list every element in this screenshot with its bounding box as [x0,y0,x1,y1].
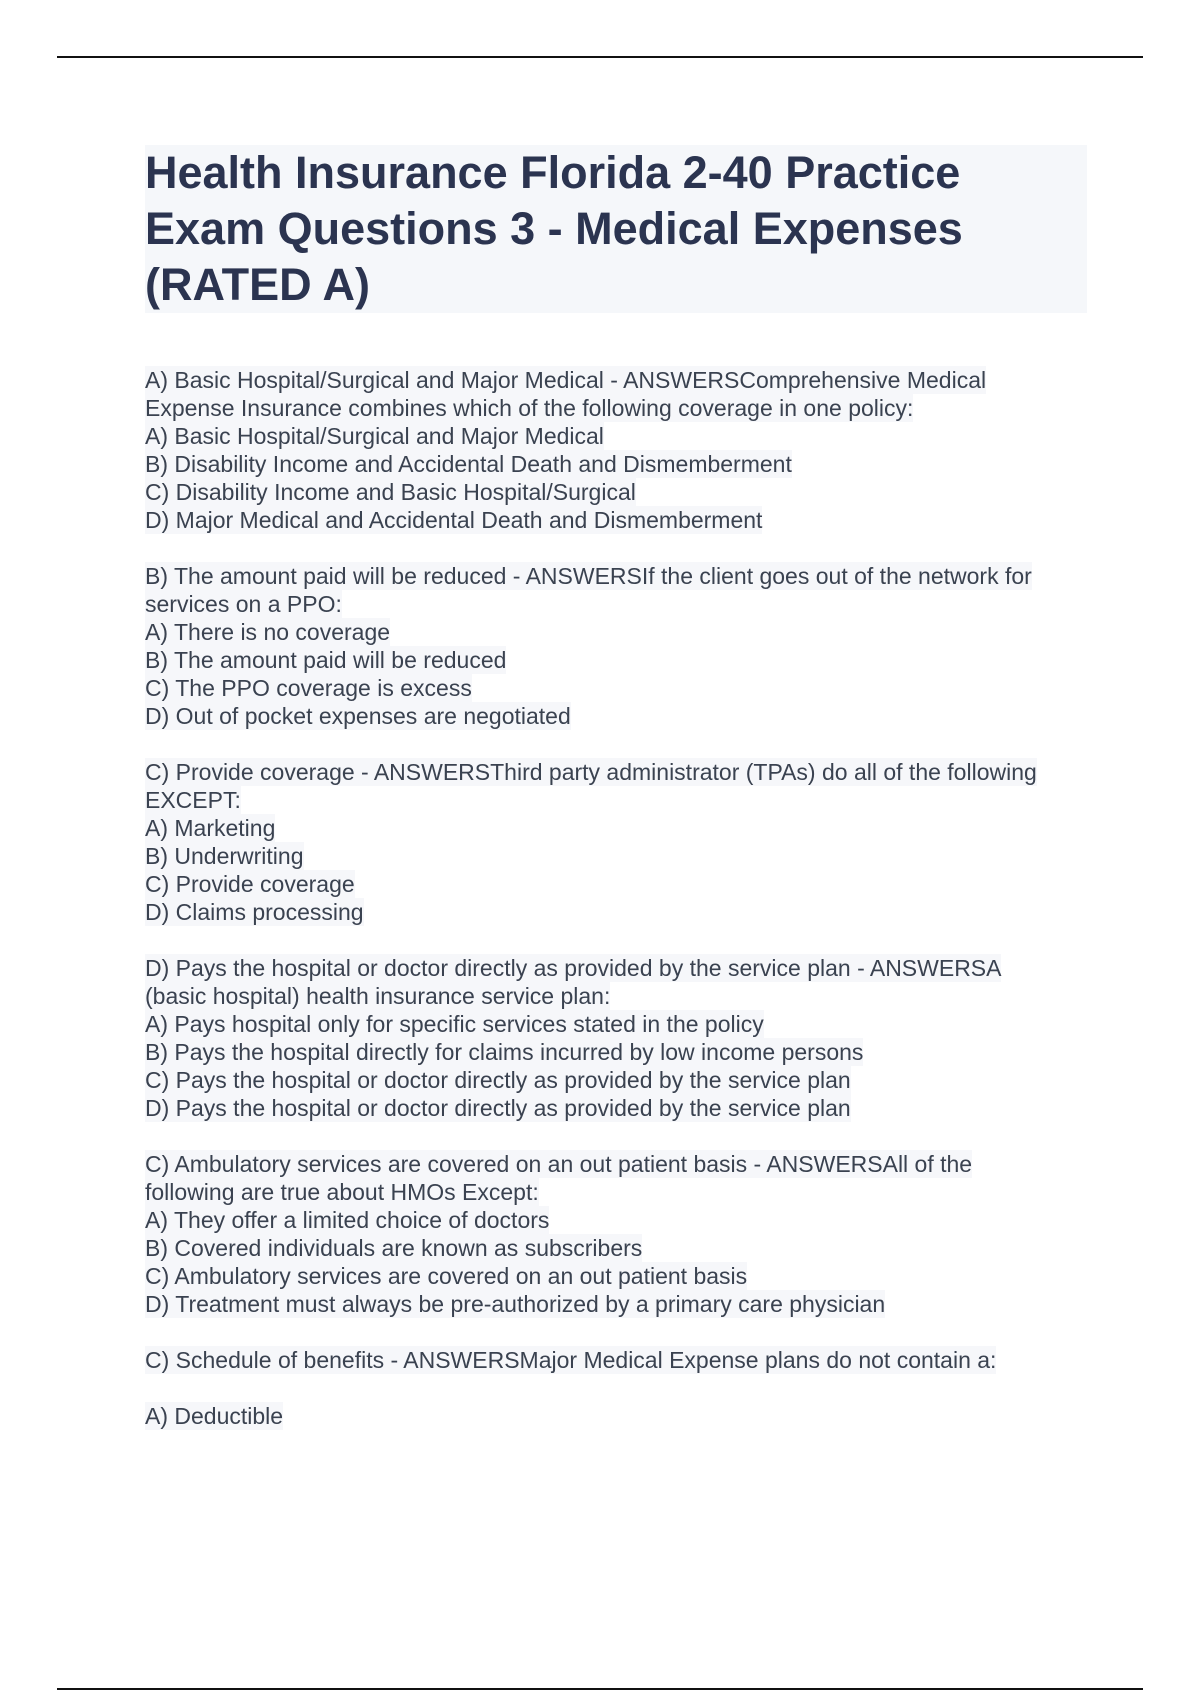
question-2-option-c: C) The PPO coverage is excess [145,675,472,701]
question-4-option-a: A) Pays hospital only for specific services stated in the policy [145,1011,764,1037]
question-3-option-b: B) Underwriting [145,843,304,869]
questions-content [145,366,1105,1458]
question-block-6 [145,1346,1105,1374]
question-3-option-a: A) Marketing [145,815,276,841]
question-2-prompt-line-2: services on a PPO: [145,591,342,617]
top-rule [57,56,1143,58]
question-2-prompt-line-1: B) The amount paid will be reduced - ANSWERSIf the client goes out of the network for [145,563,1032,589]
question-3-prompt-line-1: C) Provide coverage - ANSWERSThird party administrator (TPAs) do all of the following [145,759,1037,785]
question-block-3 [145,758,1105,926]
question-block-5 [145,1150,1105,1318]
question-2-option-d: D) Out of pocket expenses are negotiated [145,703,571,729]
question-1-option-b: B) Disability Income and Accidental Death and Dismemberment [145,451,792,477]
question-1-option-a: A) Basic Hospital/Surgical and Major Medical [145,423,604,449]
question-5-option-a: A) They offer a limited choice of doctors [145,1207,550,1233]
question-block-1 [145,366,1105,534]
title-box [145,145,1087,313]
question-5-prompt-line-1: C) Ambulatory services are covered on an out patient basis - ANSWERSAll of the [145,1151,973,1177]
question-4-prompt-line-1: D) Pays the hospital or doctor directly as provided by the service plan - ANSWERSA [145,955,1002,981]
question-block-2 [145,562,1105,730]
question-7-prompt-line-1: A) Deductible [145,1403,284,1429]
question-5-option-c: C) Ambulatory services are covered on an out patient basis [145,1263,748,1289]
question-5-option-d: D) Treatment must always be pre-authorized by a primary care physician [145,1291,886,1317]
page-title: Health Insurance Florida 2-40 Practice Exam Questions 3 - Medical Expenses (RATED A) [145,147,963,310]
question-3-prompt-line-2: EXCEPT: [145,787,241,813]
question-6-prompt-line-1: C) Schedule of benefits - ANSWERSMajor Medical Expense plans do not contain a: [145,1347,997,1373]
question-1-option-d: D) Major Medical and Accidental Death and Dismemberment [145,507,763,533]
question-1-prompt-line-2: Expense Insurance combines which of the following coverage in one policy: [145,395,914,421]
question-4-option-d: D) Pays the hospital or doctor directly as provided by the service plan [145,1095,851,1121]
question-5-option-b: B) Covered individuals are known as subscribers [145,1235,643,1261]
question-2-option-b: B) The amount paid will be reduced [145,647,507,673]
question-1-option-c: C) Disability Income and Basic Hospital/Surgical [145,479,636,505]
question-1-prompt-line-1: A) Basic Hospital/Surgical and Major Medical - ANSWERSComprehensive Medical [145,367,987,393]
question-4-option-b: B) Pays the hospital directly for claims incurred by low income persons [145,1039,864,1065]
question-2-option-a: A) There is no coverage [145,619,391,645]
question-block-4 [145,954,1105,1122]
question-3-option-c: C) Provide coverage [145,871,355,897]
question-block-7 [145,1402,1105,1430]
question-4-option-c: C) Pays the hospital or doctor directly as provided by the service plan [145,1067,851,1093]
question-4-prompt-line-2: (basic hospital) health insurance service plan: [145,983,611,1009]
question-5-prompt-line-2: following are true about HMOs Except: [145,1179,539,1205]
bottom-rule [57,1688,1143,1690]
question-3-option-d: D) Claims processing [145,899,364,925]
